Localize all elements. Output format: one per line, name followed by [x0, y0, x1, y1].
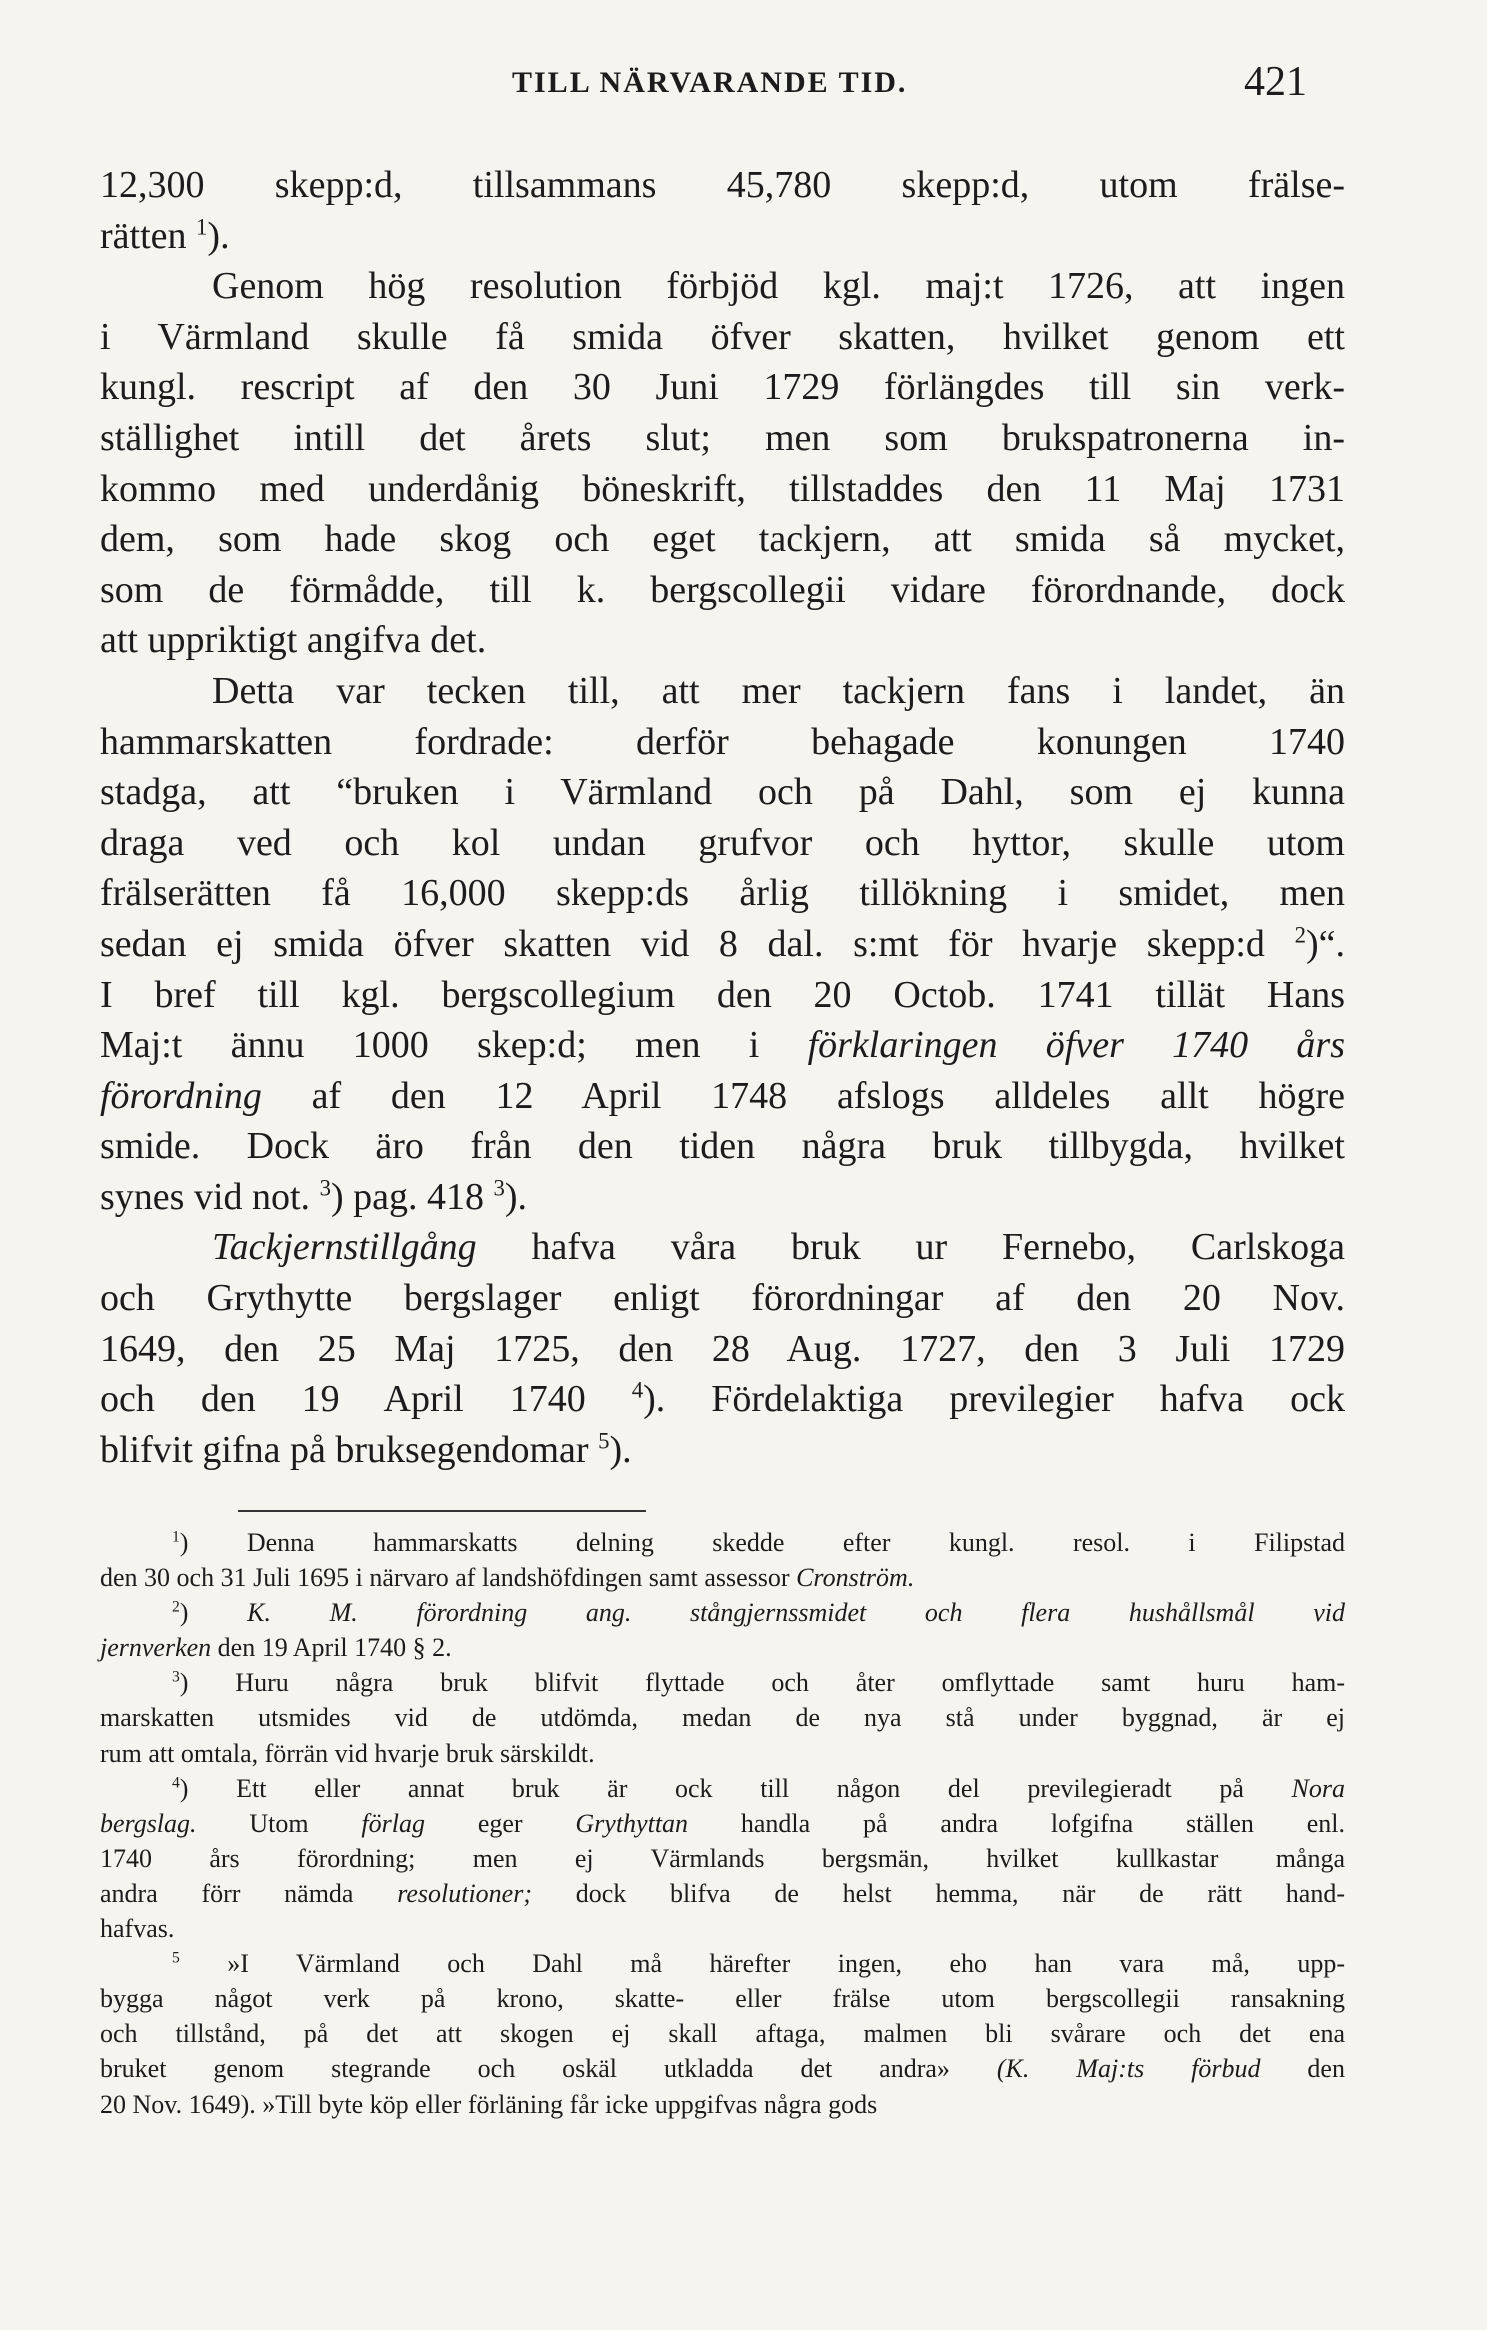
- footnote-marker: 2: [172, 1598, 180, 1616]
- text-run: 20 Nov. 1649). »Till byte köp eller förläning får icke uppgifvas några gods: [100, 2089, 878, 2119]
- text-run: andra förr nämda: [100, 1878, 398, 1908]
- text-run: af den 12 April 1748 afslogs alldeles allt högre: [261, 1074, 1345, 1117]
- text-run: ).: [207, 214, 230, 257]
- text-line: [100, 211, 1345, 262]
- text-run: smide. Dock äro från den tiden några bruk tillbygda, hvilket: [100, 1125, 1345, 1168]
- text-run: i Värmland skulle få smida öfver skatten, hvilket genom ett: [100, 315, 1345, 358]
- text-line: [100, 970, 1345, 1021]
- text-run: I bref till kgl. bergscollegium den 20 Octob. 1741 tillät Hans: [100, 973, 1345, 1016]
- page-header: [100, 58, 1345, 108]
- italic-text: Grythyttan: [575, 1808, 689, 1838]
- text-run: som de förmådde, till k. bergscollegii vidare förordnande, dock: [100, 568, 1345, 611]
- footnote-marker: 3: [493, 1175, 505, 1201]
- text-run: 1649, den 25 Maj 1725, den 28 Aug. 1727, den 3 Juli 1729: [100, 1327, 1345, 1370]
- footnote-marker: 5: [172, 1949, 180, 1967]
- footnote-line: [100, 1560, 1345, 1595]
- text-run: ) Huru några bruk blifvit flyttade och åter omflyttade samt huru ham-: [179, 1668, 1345, 1698]
- italic-text: förklaringen öfver 1740 års: [807, 1024, 1346, 1067]
- page-number: 421: [1244, 59, 1307, 105]
- text-run: Detta var tecken till, att mer tackjern fans i landet, än: [212, 669, 1345, 712]
- text-run: ) pag. 418: [330, 1175, 494, 1218]
- footnote-line: [100, 1736, 1345, 1771]
- italic-text: resolutioner;: [397, 1878, 533, 1908]
- text-line: [100, 312, 1345, 363]
- footnote-marker: 2: [1294, 922, 1306, 948]
- text-run: »I Värmland och Dahl må härefter ingen, eho han vara må, upp-: [179, 1949, 1345, 1979]
- text-run: eger: [425, 1808, 576, 1838]
- italic-text: K. M. förordning ang. stångjernssmidet och flera hushållsmål vid: [247, 1598, 1345, 1628]
- italic-text: (K. Maj:ts förbud: [996, 2054, 1261, 2084]
- text-run: och den 19 April 1740: [100, 1378, 632, 1421]
- text-run: rätten: [100, 214, 197, 257]
- text-run: dem, som hade skog och eget tackjern, att smida så mycket,: [100, 518, 1345, 561]
- italic-text: Tackjernstillgång: [212, 1226, 477, 1269]
- text-line: [100, 261, 1345, 312]
- footnote-marker: 3: [319, 1175, 331, 1201]
- text-run: att uppriktigt angifva det.: [100, 619, 487, 662]
- text-run: ). Fördelaktiga previlegier hafva ock: [643, 1378, 1346, 1421]
- text-run: dock blifva de helst hemma, när de rätt hand-: [532, 1878, 1345, 1908]
- italic-text: förlag: [361, 1808, 425, 1838]
- text-line: [100, 362, 1345, 413]
- text-line: [100, 767, 1345, 818]
- text-run: hafva våra bruk ur Fernebo, Carlskoga: [476, 1226, 1345, 1269]
- text-run: 12,300 skepp:d, tillsammans 45,780 skepp:d, utom frälse-: [100, 164, 1345, 206]
- text-run: Genom hög resolution förbjöd kgl. maj:t 1726, att ingen: [212, 265, 1345, 308]
- footnote-marker: 1: [172, 1528, 180, 1546]
- text-run: den 30 och 31 Juli 1695 i närvaro af landshöfdingen samt assessor: [100, 1563, 797, 1593]
- text-run: frälserätten få 16,000 skepp:ds årlig tillökning i smidet, men: [100, 872, 1345, 915]
- text-run: ): [179, 1598, 248, 1628]
- text-run: synes vid not.: [100, 1175, 320, 1218]
- text-line: [100, 818, 1345, 869]
- text-line: [100, 1172, 1345, 1223]
- text-line: [100, 514, 1345, 565]
- text-run: 1740 års förordning; men ej Värmlands bergsmän, hvilket kullkastar många: [100, 1843, 1345, 1873]
- footnote-line: [100, 1700, 1345, 1735]
- text-line: [100, 413, 1345, 464]
- text-line: [100, 1324, 1345, 1375]
- text-line: [100, 1425, 1345, 1476]
- text-run: och tillstånd, på det att skogen ej skall aftaga, malmen bli svårare och det ena: [100, 2019, 1345, 2049]
- running-title: TILL NÄRVARANDE TID.: [512, 66, 908, 99]
- text-run: kommo med underdånig böneskrift, tillstaddes den 11 Maj 1731: [100, 467, 1345, 510]
- text-line: [100, 565, 1345, 616]
- footnote-line: [100, 1525, 1345, 1560]
- text-run: ).: [504, 1175, 528, 1218]
- footnote-line: [100, 2016, 1345, 2051]
- footnote-line: [100, 1595, 1345, 1630]
- text-run: och Grythytte bergslager enligt förordningar af den 20 Nov.: [100, 1277, 1345, 1320]
- text-run: stadga, att “bruken i Värmland och på Dahl, som ej kunna: [100, 771, 1345, 814]
- footnote-line: [100, 1911, 1345, 1946]
- text-run: den 19 April 1740 § 2.: [211, 1633, 452, 1663]
- text-line: [100, 1020, 1345, 1071]
- footnotes: [100, 1525, 1345, 2122]
- text-line: [100, 464, 1345, 515]
- text-line: [100, 1374, 1345, 1425]
- text-line: [100, 160, 1345, 211]
- text-run: marskatten utsmides vid de utdömda, medan de nya stå under byggnad, är ej: [100, 1703, 1345, 1733]
- text-line: [100, 1222, 1345, 1273]
- text-line: [100, 1273, 1345, 1324]
- text-run: )“.: [1305, 922, 1345, 965]
- text-run: ) Ett eller annat bruk är ock till någon del previlegieradt på: [179, 1773, 1292, 1803]
- footnote-line: [100, 1841, 1345, 1876]
- footnote-line: [100, 1946, 1345, 1981]
- text-line: [100, 1121, 1345, 1172]
- text-run: ).: [609, 1428, 632, 1471]
- footnote-line: [100, 1876, 1345, 1911]
- text-run: hammarskatten fordrade: derför behagade konungen 1740: [100, 720, 1345, 763]
- footnote-line: [100, 2051, 1345, 2086]
- text-line: [100, 868, 1345, 919]
- footnote-line: [100, 1630, 1345, 1665]
- text-run: blifvit gifna på bruksegendomar: [100, 1428, 599, 1471]
- footnote-line: [100, 1665, 1345, 1700]
- text-run: kungl. rescript af den 30 Juni 1729 förlängdes till sin verk-: [100, 366, 1345, 409]
- text-run: draga ved och kol undan grufvor och hyttor, skulle utom: [100, 821, 1345, 864]
- text-run: bruket genom stegrande och oskäl utkladda det andra»: [100, 2054, 997, 2084]
- text-run: rum att omtala, förrän vid hvarje bruk särskildt.: [100, 1738, 595, 1768]
- text-run: Utom: [196, 1808, 362, 1838]
- body-text: [100, 160, 1345, 1475]
- footnote-marker: 5: [598, 1428, 610, 1454]
- text-run: Maj:t ännu 1000 skep:d; men i: [100, 1024, 808, 1067]
- footnote-marker: 3: [172, 1668, 180, 1686]
- italic-text: jernverken: [100, 1633, 212, 1663]
- text-run: bygga något verk på krono, skatte- eller frälse utom bergscollegii ransakning: [100, 1984, 1345, 2014]
- footnote-line: [100, 2087, 1345, 2122]
- text-run: sedan ej smida öfver skatten vid 8 dal. s:mt för hvarje skepp:d: [100, 922, 1295, 965]
- footnote-marker: 1: [196, 213, 208, 239]
- italic-text: Cronström.: [796, 1563, 915, 1593]
- text-line: [100, 666, 1345, 717]
- italic-text: förordning: [100, 1074, 262, 1117]
- text-run: den: [1260, 2054, 1345, 2084]
- text-line: [100, 1071, 1345, 1122]
- footnote-line: [100, 1806, 1345, 1841]
- footnote-divider: [238, 1510, 646, 1512]
- text-run: ) Denna hammarskatts delning skedde efter kungl. resol. i Filipstad: [179, 1528, 1345, 1557]
- footnote-line: [100, 1771, 1345, 1806]
- text-line: [100, 717, 1345, 768]
- text-run: handla på andra lofgifna ställen enl.: [688, 1808, 1345, 1838]
- text-line: [100, 919, 1345, 970]
- italic-text: bergslag.: [100, 1808, 197, 1838]
- text-run: hafvas.: [100, 1914, 175, 1944]
- italic-text: Nora: [1291, 1773, 1345, 1803]
- text-line: [100, 615, 1345, 666]
- footnote-line: [100, 1981, 1345, 2016]
- footnote-marker: 4: [172, 1774, 180, 1791]
- text-run: ställighet intill det årets slut; men som brukspatronerna in-: [100, 416, 1345, 459]
- footnote-marker: 4: [631, 1377, 644, 1403]
